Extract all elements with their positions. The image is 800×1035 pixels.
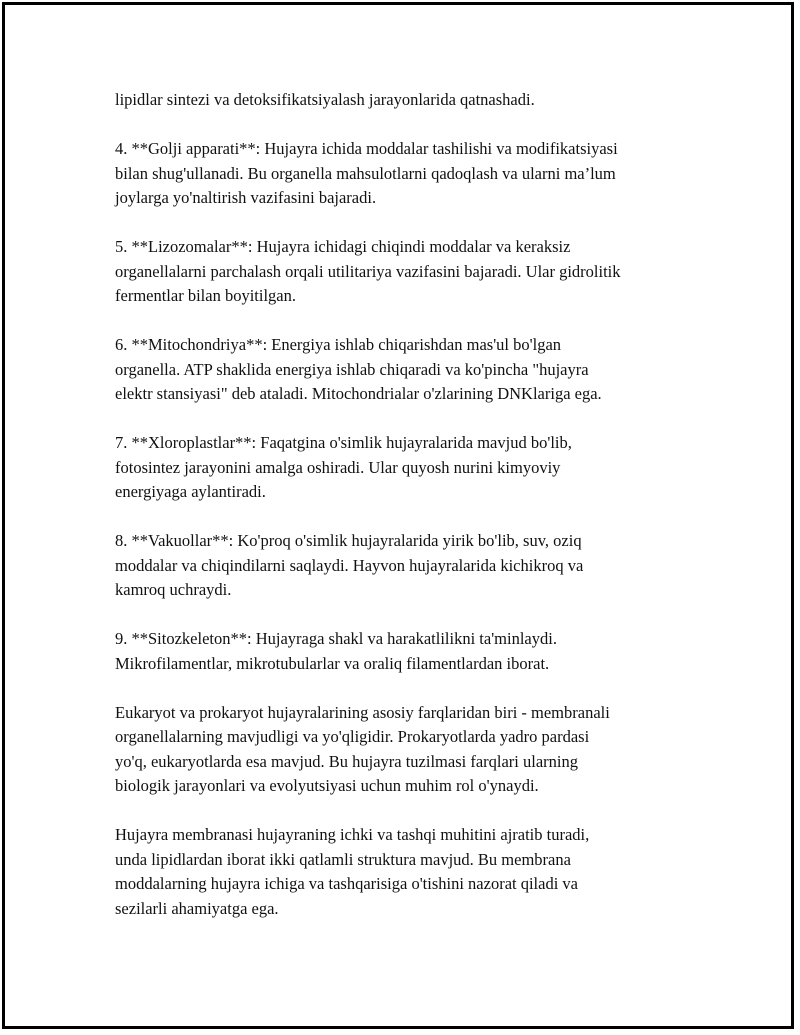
text-line: kamroq uchraydi. xyxy=(115,580,232,599)
text-line: organella. ATP shaklida energiya ishlab chiqaradi va ko'pincha "hujayra xyxy=(115,359,589,379)
text-line: unda lipidlardan iborat ikki qatlamli struktura mavjud. Bu membrana xyxy=(115,849,571,869)
paragraph-hujayra-membranasi xyxy=(115,823,695,921)
text-line: fermentlar bilan boyitilgan. xyxy=(115,286,296,305)
text-line: 9. **Sitozkeleton**: Hujayraga shakl va harakatlilikni ta'minlaydi. xyxy=(115,629,557,648)
paragraph-vakuollar xyxy=(115,529,695,603)
text-line: sezilarli ahamiyatga ega. xyxy=(115,898,279,918)
text-line: lipidlar sintezi va detoksifikatsiyalash jarayonlarida qatnashadi. xyxy=(115,90,535,109)
paragraph-eukaryot-prokaryot xyxy=(115,701,695,799)
text-line: yo'q, eukaryotlarda esa mavjud. Bu hujayra tuzilmasi farqlari ularning xyxy=(115,751,578,771)
paragraph-golji-apparati xyxy=(115,137,695,211)
text-line: moddalarning hujayra ichiga va tashqarisiga o'tishini nazorat qiladi va xyxy=(115,874,578,893)
text-line: bilan shug'ullanadi. Bu organella mahsulotlarni qadoqlash va ularni ma’lum xyxy=(115,163,616,183)
paragraph-continuation xyxy=(115,88,695,113)
document-body xyxy=(115,88,695,946)
paragraph-sitozkeleton xyxy=(115,627,695,676)
text-line: biologik jarayonlari va evolyutsiyasi uchun muhim rol o'ynaydi. xyxy=(115,776,539,795)
text-line: joylarga yo'naltirish vazifasini bajaradi. xyxy=(115,188,377,207)
paragraph-mitochondriya xyxy=(115,333,695,407)
text-line: Mikrofilamentlar, mikrotubularlar va oraliq filamentlardan iborat. xyxy=(115,653,550,673)
text-line: 7. **Xloroplastlar**: Faqatgina o'simlik hujayralarida mavjud bo'lib, xyxy=(115,433,572,452)
text-line: 8. **Vakuollar**: Ko'proq o'simlik hujayralarida yirik bo'lib, suv, oziq xyxy=(115,531,582,550)
text-line: organellalarning mavjudligi va yo'qligidir. Prokaryotlarda yadro pardasi xyxy=(115,727,590,746)
text-line: elektr stansiyasi" deb ataladi. Mitochondrialar o'zlarining DNKlariga ega. xyxy=(115,384,602,403)
text-line: 4. **Golji apparati**: Hujayra ichida moddalar tashilishi va modifikatsiyasi xyxy=(115,139,618,158)
paragraph-xloroplastlar xyxy=(115,431,695,505)
text-line: fotosintez jarayonini amalga oshiradi. Ular quyosh nurini kimyoviy xyxy=(115,457,561,477)
text-line: 6. **Mitochondriya**: Energiya ishlab chiqarishdan mas'ul bo'lgan xyxy=(115,335,562,354)
text-line: organellalarni parchalash orqali utilitariya vazifasini bajaradi. Ular gidrolitik xyxy=(115,261,621,281)
text-line: Eukaryot va prokaryot hujayralarining asosiy farqlaridan biri - membranali xyxy=(115,702,610,722)
paragraph-lizozomalar xyxy=(115,235,695,309)
text-line: moddalar va chiqindilarni saqlaydi. Hayvon hujayralarida kichikroq va xyxy=(115,555,584,575)
text-line: energiyaga aylantiradi. xyxy=(115,482,266,501)
text-line: 5. **Lizozomalar**: Hujayra ichidagi chiqindi moddalar va keraksiz xyxy=(115,237,571,256)
text-line: Hujayra membranasi hujayraning ichki va tashqi muhitini ajratib turadi, xyxy=(115,825,590,844)
